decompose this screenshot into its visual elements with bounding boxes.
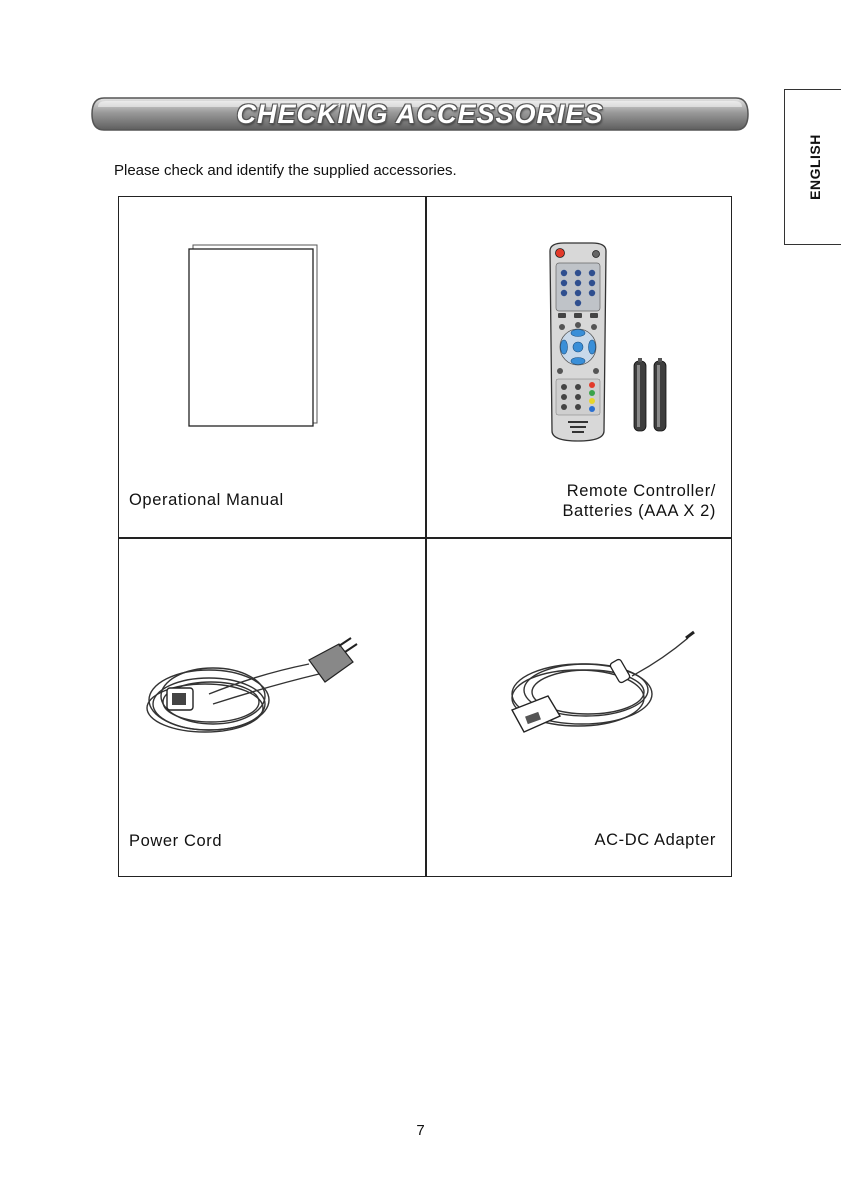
page-number: 7 xyxy=(416,1122,425,1139)
accessory-cell-power-cord xyxy=(119,538,425,878)
manual-booklet-icon xyxy=(187,241,321,427)
accessory-label-manual: Operational Manual xyxy=(129,491,284,509)
accessory-cell-remote xyxy=(426,197,732,537)
language-tab xyxy=(784,89,841,245)
accessory-label-remote-line2: Batteries (AAA X 2) xyxy=(562,502,716,520)
accessory-label-power-cord: Power Cord xyxy=(129,832,223,850)
page-title: CHECKING ACCESSORIES xyxy=(236,99,604,129)
accessories-grid xyxy=(118,196,732,877)
remote-control-icon xyxy=(534,241,694,445)
language-label: ENGLISH xyxy=(806,134,823,200)
ac-dc-adapter-icon xyxy=(482,630,702,750)
intro-text: Please check and identify the supplied accessories. xyxy=(114,162,457,179)
batteries-icon xyxy=(634,358,666,431)
accessory-label-remote-line1: Remote Controller/ xyxy=(566,482,716,500)
accessory-cell-adapter xyxy=(426,538,732,878)
accessory-cell-manual xyxy=(119,197,425,537)
accessory-label-adapter: AC-DC Adapter xyxy=(594,831,716,849)
section-header xyxy=(90,94,750,134)
power-cord-icon xyxy=(139,634,369,754)
